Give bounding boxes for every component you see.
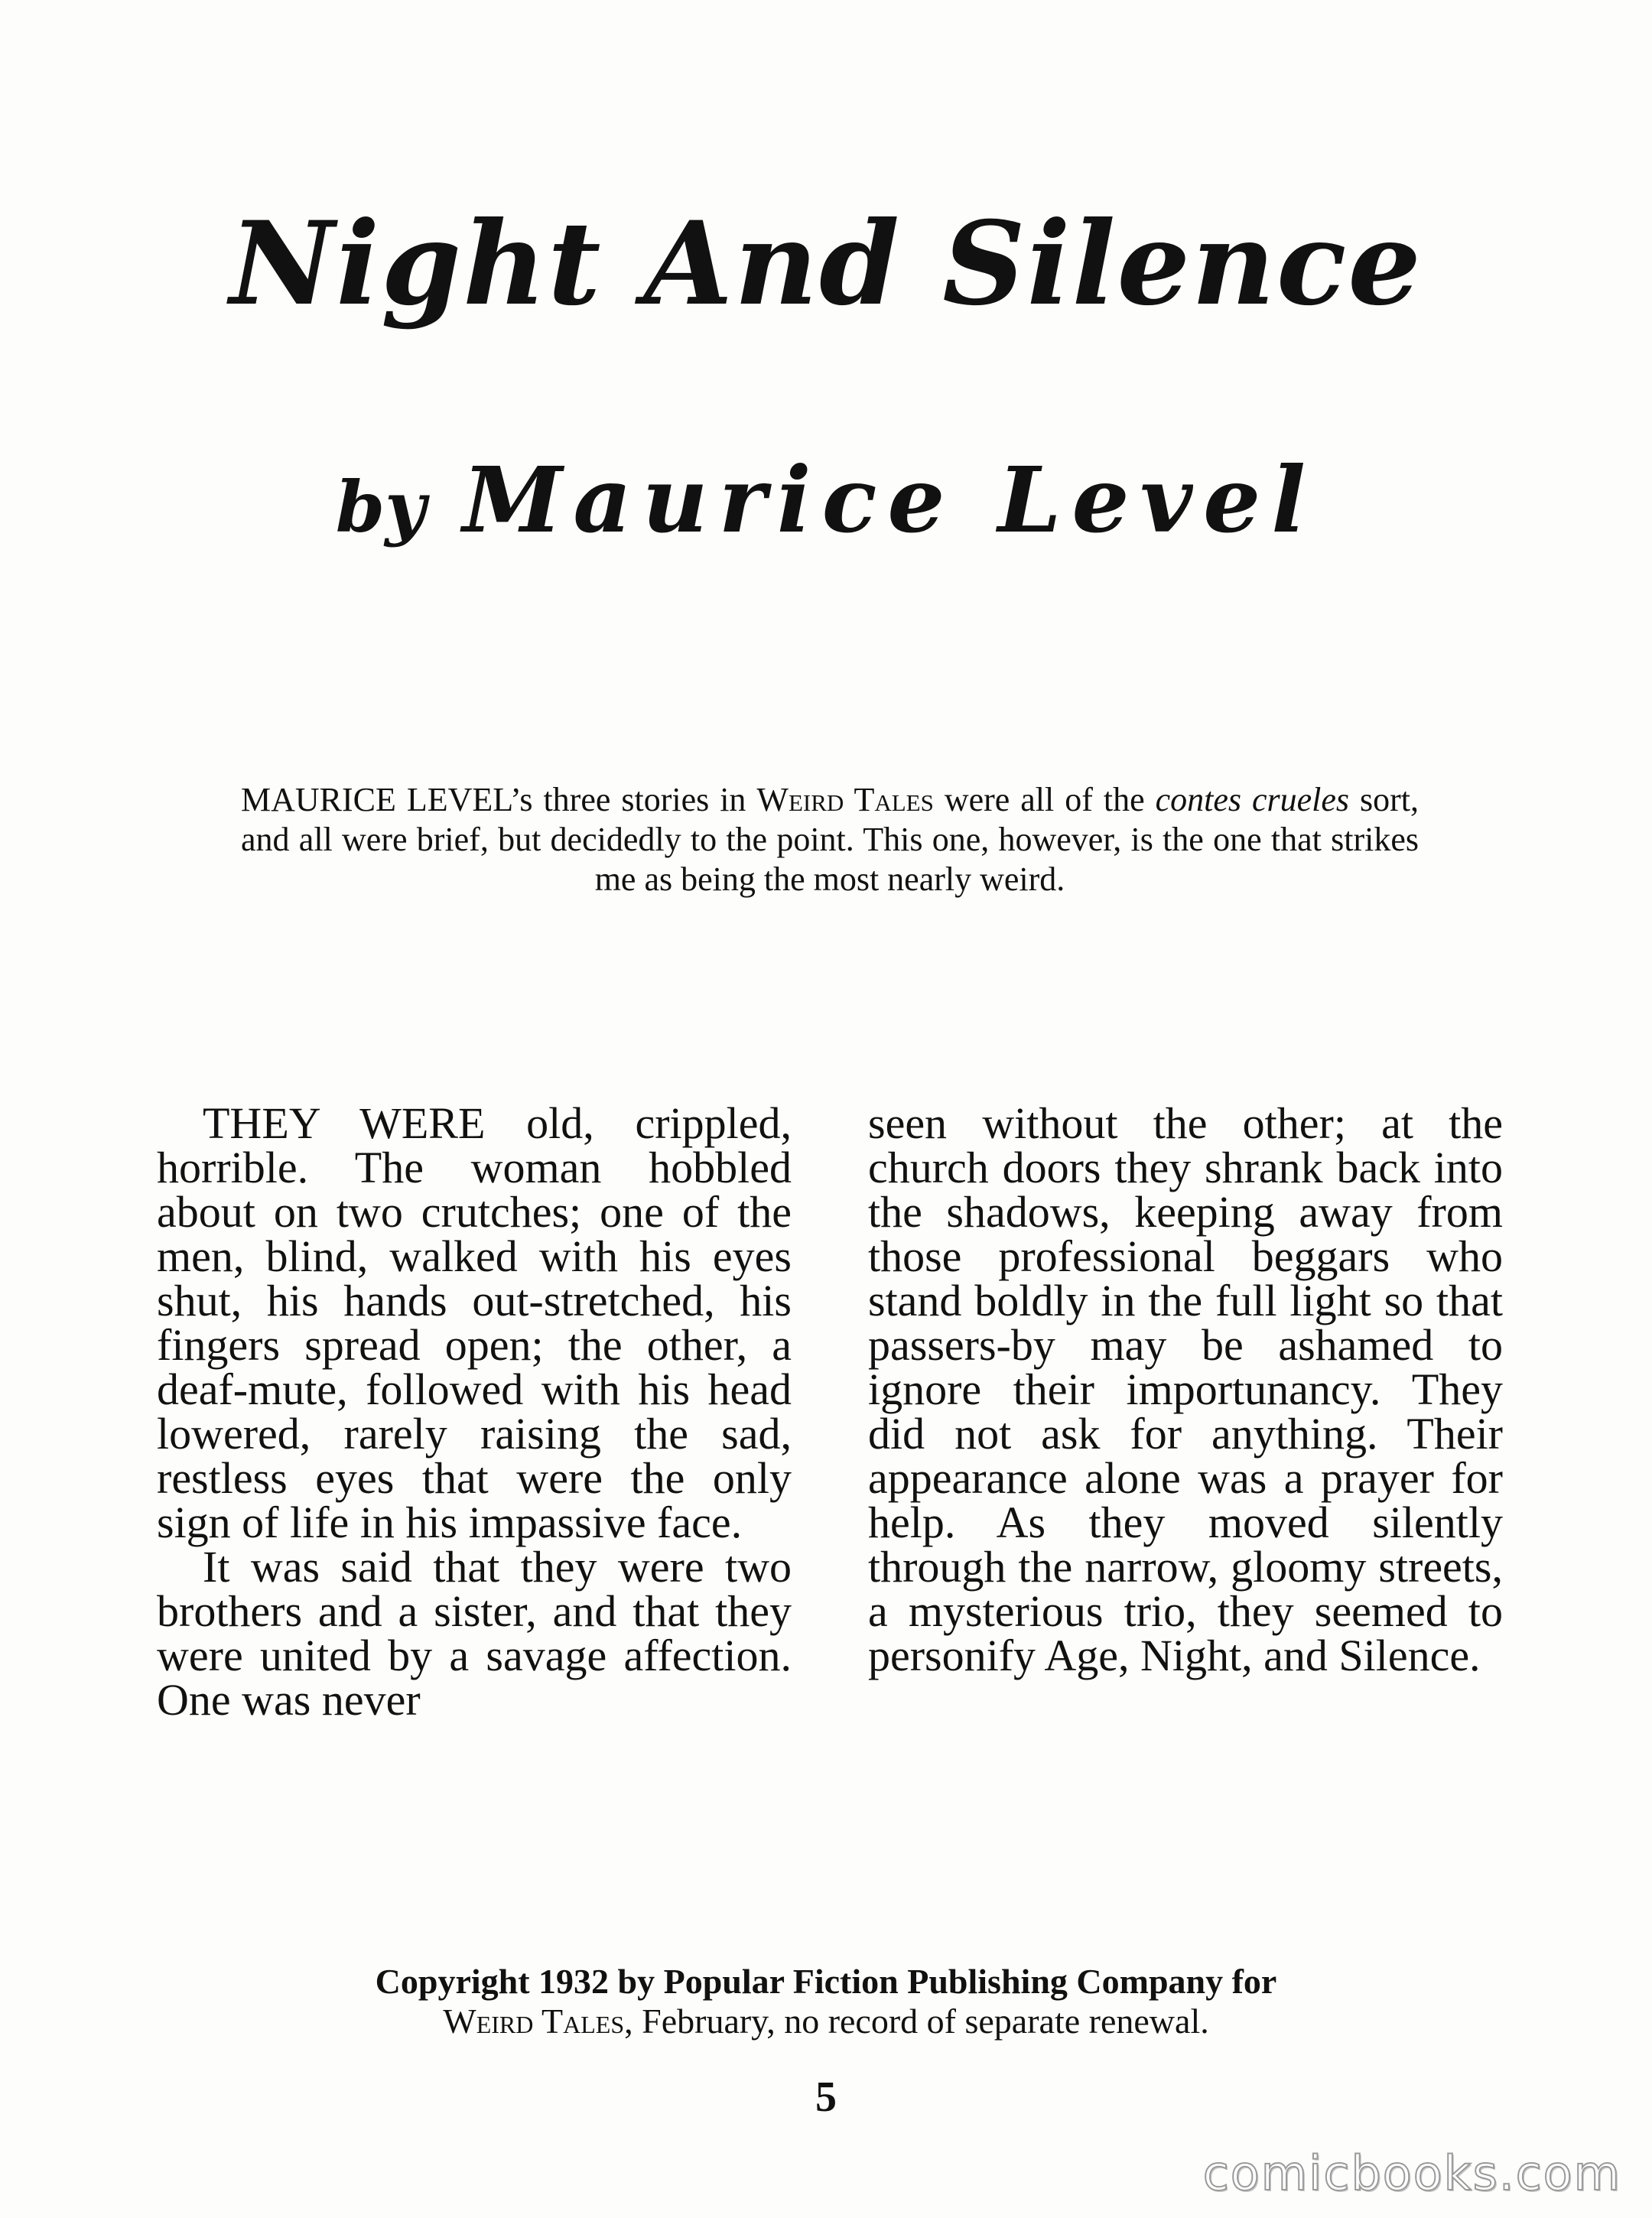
copyright-magazine: Weird Tales [443, 2002, 625, 2041]
page-number: 5 [815, 2073, 837, 2121]
author-name: Maurice Level [462, 447, 1317, 553]
copyright-line-1: Copyright 1932 by Popular Fiction Publishing Company for [375, 1962, 1277, 2001]
paragraph-1-text: old, crippled, horrible. The woman hobbled about on two crutches; one of the men, blind, walked with his eyes shut, his hands out-stretched, his fingers spread open; the other, a deaf-mute, followed with his head lowered, rarely raising the sad, restless eyes that were the only sign of life in his impassive face. [157, 1098, 792, 1547]
intro-magazine-name: Weird Tales [756, 781, 934, 818]
story-body [157, 1098, 1503, 1725]
intro-text-c: sort, and all were brief, but decidedly to the point. This one, however, is the one that strikes me as being the most nearly weird. [241, 781, 1419, 898]
paragraph-2-continued: seen without the other; at the church doors they shrank back into the shadows, keeping away from those professional beggars who stand boldly in the full light so that passers-by may be ashamed to ignore their importunancy. They did not ask for anything. Their appearance alone was a prayer for help. As they moved silently through the narrow, gloomy streets, a mysterious trio, they seemed to personify Age, Night, and Silence. [868, 1098, 1503, 1680]
author-byline [0, 447, 1652, 553]
story-title: Night And Silence [229, 197, 1423, 331]
intro-text-b: were all of the [933, 781, 1156, 818]
intro-italic-phrase: contes crueles [1155, 781, 1350, 818]
paragraph-2-start: It was said that they were two brothers and a sister, and that they were united by a savage affection. One was never [157, 1542, 792, 1725]
text-column-left [157, 1098, 792, 1725]
copyright-line-2 [0, 2002, 1652, 2041]
lead-in: THEY WERE [203, 1098, 486, 1148]
copyright-notice [0, 1962, 1652, 2041]
editor-introduction [241, 780, 1419, 899]
byline-prefix: by [335, 466, 426, 548]
text-column-right [868, 1098, 1503, 1722]
intro-text-a: ’s three stories in [510, 781, 757, 818]
paragraph-1 [157, 1098, 792, 1547]
intro-author: MAURICE LEVEL [241, 781, 511, 818]
copyright-line-2-rest: , February, no record of separate renewal. [624, 2002, 1209, 2041]
site-watermark: comicbooks.com [1202, 2145, 1621, 2201]
